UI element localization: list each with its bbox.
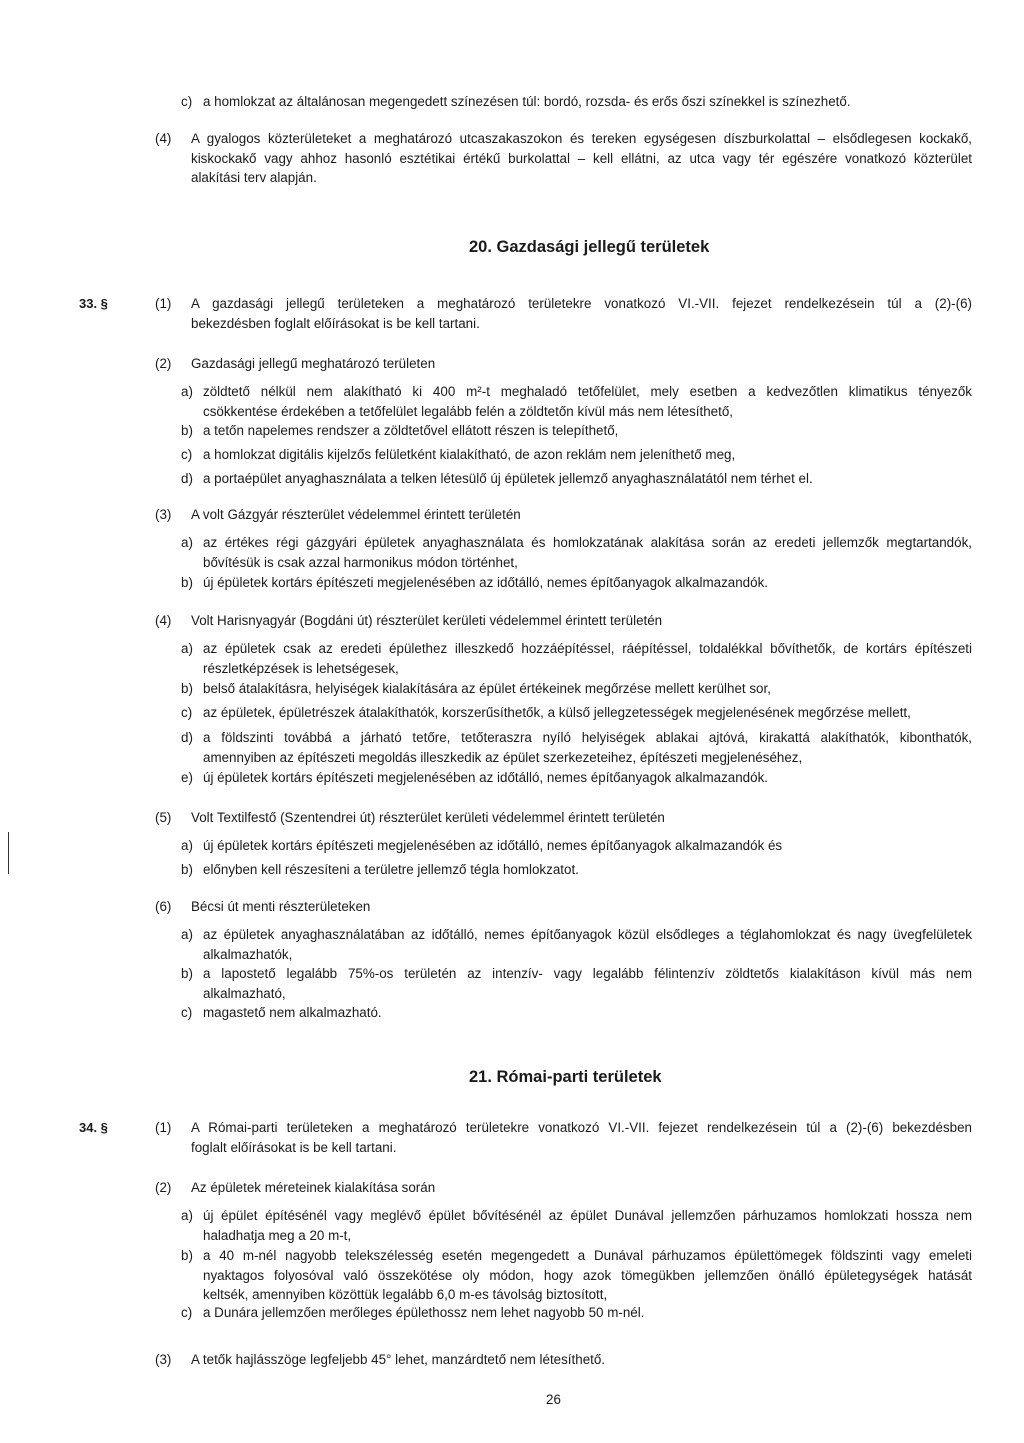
item-a-text-line: csökkentése érdekében a tetőfelület legalább felén a zöldtetőn kívül más nem létesíthető,	[203, 403, 734, 419]
para-6-text-line: Bécsi út menti részterületeken	[191, 899, 371, 914]
section-34-marker: 34. §	[79, 1120, 108, 1135]
item-e-text-line: új épületek kortárs építészeti megjelenésében az időtálló, nemes építőanyagok alkalmazandók.	[203, 770, 768, 785]
item-a-label: a)	[181, 838, 193, 853]
para-4-label: (4)	[155, 613, 172, 628]
item-b-text-line: belső átalakításra, helyiségek kialakítására az épület értékeinek megőrzése mellett kerülhet sor,	[203, 681, 771, 696]
para-6-label: (6)	[155, 899, 172, 914]
item-b-text-line: a lapostető legalább 75%-os területén az intenzív- vagy legalább félintenzív zöldtetős kialakításon kívül más nem	[203, 966, 972, 981]
item-b-label: b)	[181, 423, 193, 438]
item-c-text-line: magastető nem alkalmazható.	[203, 1005, 382, 1020]
item-a-label: a)	[181, 1208, 193, 1223]
item-a-label: a)	[181, 384, 193, 399]
page-number: 26	[546, 1392, 561, 1407]
item-c-text-line: az épületek, épületrészek átalakíthatók, korszerűsíthetők, a külső jellegzetességek megjelenésének megőrzése mellett,	[203, 705, 911, 720]
item-b-text-line: új épületek kortárs építészeti megjelenésében az időtálló, nemes építőanyagok alkalmazandók.	[203, 575, 768, 590]
para-2-label: (2)	[155, 1180, 172, 1195]
item-a-text-line: új épületek kortárs építészeti megjelenésében az időtálló, nemes építőanyagok alkalmazandók és	[203, 838, 783, 853]
para-5-label: (5)	[155, 810, 172, 825]
item-a-text-line: bővítésük is csak azzal harmonikus módon történhet,	[203, 554, 518, 570]
item-b-label: b)	[181, 575, 193, 590]
item-b-text-line: keltsék, amennyiben közöttük legalább 6,0 m-es távolság biztosított,	[203, 1287, 608, 1302]
item-d-text-line: a földszinti továbbá a járható tetőre, tetőteraszra nyíló helyiségek ablakai ajtóvá, kirakattá alakíthatók, kibonthatók,	[203, 730, 972, 745]
item-a-text-line: részletképzések is lehetségesek,	[203, 660, 399, 676]
para-4-text-line: Volt Harisnyagyár (Bogdáni út) részterület kerületi védelemmel érintett területén	[191, 613, 663, 628]
para-2-text-line: Az épületek méreteinek kialakítása során	[191, 1180, 436, 1195]
para-3-text-line: A volt Gázgyár részterület védelemmel érintett területén	[191, 507, 521, 522]
item-a-text-line: új épület építésénél vagy meglévő épület bővítésénél az épület Dunával jellemzően párhuzamos homlokzati hossza nem	[203, 1208, 972, 1223]
item-d-label: d)	[181, 730, 193, 745]
item-a-text-line: alkalmazhatók,	[203, 946, 293, 962]
para-3-label: (3)	[155, 1352, 172, 1367]
item-c-label: c)	[181, 705, 193, 720]
para-c-text-line: a homlokzat az általánosan megengedett színezésen túl: bordó, rozsda- és erős őszi színekkel is színezhető.	[203, 94, 851, 109]
para-2-label: (2)	[155, 356, 172, 371]
item-a-text-line: az épületek anyaghasználatában az időtálló, nemes építőanyagok közül elsődleges a téglahomlokzat és nagy üvegfelületek	[203, 927, 972, 942]
para-c-label: c)	[181, 94, 193, 109]
item-a-label: a)	[181, 535, 193, 550]
item-c-label: c)	[181, 1005, 193, 1020]
item-c-label: c)	[181, 447, 193, 462]
margin-rule	[8, 832, 9, 874]
para-4-text-line: A gyalogos közterületeket a meghatározó utcaszakaszokon és tereken egységesen díszburkolattal – elsődlegesen kockakő,	[191, 131, 972, 146]
item-b-label: b)	[181, 681, 193, 696]
item-d-text-line: a portaépület anyaghasználata a telken létesülő új épületek jellemző anyaghasználatától nem térhet el.	[203, 471, 813, 486]
item-c-label: c)	[181, 1305, 193, 1320]
item-a-label: a)	[181, 927, 193, 942]
item-a-text-line: haladhatja meg a 20 m-t,	[203, 1227, 352, 1243]
para-3-text-line: A tetők hajlásszöge legfeljebb 45° lehet, manzárdtető nem létesíthető.	[191, 1352, 606, 1367]
para-1-text-line: bekezdésben foglalt előírásokat is be kell tartani.	[191, 315, 480, 331]
item-d-text-line: amennyiben az építészeti megoldás illeszkedik az épület szerkezeteihez, építészeti megjelenéséhez,	[203, 749, 803, 765]
item-a-text-line: az épületek csak az eredeti épülethez illeszkedő hozzáépítéssel, ráépítéssel, toldalékkal bővíthetők, de kortárs építészeti	[203, 641, 972, 656]
item-b-label: b)	[181, 966, 193, 981]
item-b-text-line: nyaktagos folyosóval való összekötése oly módon, hogy azok tömegükben jellemzően önálló épületegységek hatását	[203, 1267, 972, 1283]
para-1-text-line: foglalt előírásokat is be kell tartani.	[191, 1139, 397, 1155]
para-3-label: (3)	[155, 507, 172, 522]
item-a-label: a)	[181, 641, 193, 656]
section-33-marker: 33. §	[79, 296, 108, 311]
para-4-text-line: kiskockakő vagy ahhoz hasonló esztétikai értékű burkolattal – kell ellátni, az utca vagy tér egészére vonatkozó közterület	[191, 150, 972, 166]
para-4-text-line: alakítási terv alapján.	[191, 170, 317, 185]
para-4-label: (4)	[155, 131, 172, 146]
item-a-text-line: zöldtető nélkül nem alakítható ki 400 m²-t meghaladó tetőfelület, mely esetben a kedvezőtlen klimatikus tényezők	[203, 384, 972, 399]
item-c-text-line: a homlokzat digitális kijelzős felületként kialakítható, de azon reklám nem jeleníthető meg,	[203, 447, 736, 462]
para-1-text-line: A Római-parti területeken a meghatározó területekre vonatkozó VI.-VII. fejezet rendelkezésein túl a (2)-(6) bekezdésben	[191, 1120, 972, 1135]
para-1-label: (1)	[155, 296, 172, 311]
item-d-label: d)	[181, 471, 193, 486]
para-5-text-line: Volt Textilfestő (Szentendrei út) részterület kerületi védelemmel érintett területén	[191, 810, 665, 825]
item-b-label: b)	[181, 1248, 193, 1263]
item-b-text-line: előnyben kell részesíteni a területre jellemző tégla homlokzatot.	[203, 862, 579, 877]
item-b-text-line: a tetőn napelemes rendszer a zöldtetővel ellátott részen is telepíthető,	[203, 423, 619, 438]
item-b-label: b)	[181, 862, 193, 877]
item-a-text-line: az értékes régi gázgyári épületek anyaghasználata és homlokzatának alakítása során az eredeti jellemzők megtartandók,	[203, 535, 972, 550]
para-2-text-line: Gazdasági jellegű meghatározó területen	[191, 356, 436, 371]
item-b-text-line: a 40 m-nél nagyobb telekszélesség esetén megengedett a Dunával párhuzamos épülettömegek földszinti vagy emeleti	[203, 1248, 972, 1263]
item-e-label: e)	[181, 770, 193, 785]
para-1-label: (1)	[155, 1120, 172, 1135]
item-b-text-line: alkalmazható,	[203, 985, 286, 1001]
heading-21: 21. Római-parti területek	[469, 1068, 662, 1086]
item-c-text-line: a Dunára jellemzően merőleges épülethossz nem lehet nagyobb 50 m-nél.	[203, 1305, 645, 1320]
para-1-text-line: A gazdasági jellegű területeken a meghatározó területekre vonatkozó VI.-VII. fejezet rendelkezésein túl a (2)-(6)	[191, 296, 972, 311]
heading-20: 20. Gazdasági jellegű területek	[469, 238, 710, 256]
